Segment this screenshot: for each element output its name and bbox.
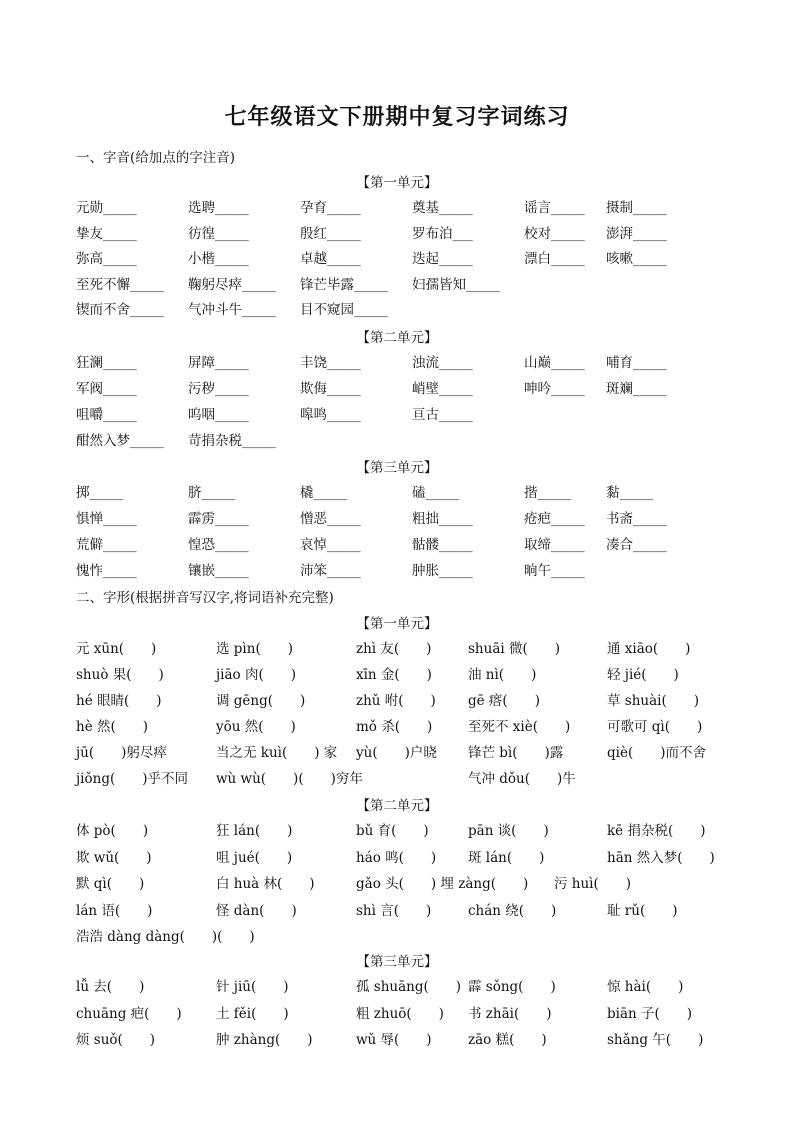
exercise-item[interactable]: 晌午_____ — [524, 563, 585, 579]
pinyin-row — [76, 767, 756, 789]
exercise-item[interactable]: 屏障_____ — [188, 355, 249, 371]
word-row — [76, 429, 756, 451]
word-row — [76, 222, 756, 244]
section-heading-writing: 二、字形(根据拼音写汉字,将词语补充完整) — [76, 590, 334, 606]
exercise-item[interactable]: 嗥鸣_____ — [300, 407, 361, 423]
exercise-item[interactable]: 迭起_____ — [412, 251, 473, 267]
exercise-item[interactable]: 狂澜_____ — [76, 355, 137, 371]
exercise-item[interactable]: 元勋_____ — [76, 200, 137, 216]
exercise-item[interactable]: pān 谈( ) — [468, 823, 549, 839]
exercise-item[interactable]: 凑合_____ — [606, 537, 667, 553]
exercise-item[interactable]: 谣言_____ — [524, 200, 585, 216]
exercise-item[interactable]: 锋芒毕露_____ — [300, 276, 388, 293]
exercise-item[interactable]: 荒僻_____ — [76, 537, 137, 553]
word-row — [76, 403, 756, 425]
exercise-item[interactable]: 书斋_____ — [606, 511, 667, 527]
exercise-item[interactable]: qiè( )而不舍 — [607, 745, 706, 761]
exercise-item[interactable]: 目不窥园_____ — [300, 302, 388, 318]
exercise-item[interactable]: háo 鸣( ) — [356, 849, 437, 866]
unit-label: 【第一单元】 — [356, 175, 438, 191]
exercise-item[interactable]: 脐_____ — [188, 485, 236, 501]
exercise-item[interactable]: 针 jiū( ) — [216, 979, 289, 995]
pinyin-row — [76, 1028, 756, 1050]
exercise-item[interactable]: bǔ 育( ) — [356, 823, 429, 839]
exercise-item[interactable]: 斑斓_____ — [606, 381, 667, 397]
exercise-item[interactable]: 污 huì( ) — [554, 876, 632, 892]
exercise-item[interactable]: 鞠躬尽瘁_____ — [188, 276, 276, 293]
exercise-item[interactable]: 元 xūn( ) — [76, 641, 157, 657]
exercise-item[interactable]: 卓越_____ — [300, 251, 361, 267]
exercise-item[interactable]: hè 然( ) — [76, 719, 149, 735]
exercise-item[interactable]: 咀 jué( ) — [216, 849, 293, 866]
exercise-item[interactable]: 峭壁_____ — [412, 381, 473, 397]
exercise-item[interactable]: 气冲 dǒu( )牛 — [468, 771, 576, 787]
exercise-item[interactable]: 摄制_____ — [606, 200, 667, 216]
exercise-item[interactable]: 欺 wǔ( ) — [76, 849, 152, 866]
pinyin-row — [76, 663, 756, 685]
pinyin-row — [76, 689, 756, 711]
exercise-item[interactable]: 耻 rǔ( ) — [607, 902, 678, 919]
exercise-item[interactable]: 镶嵌_____ — [188, 563, 249, 579]
exercise-item[interactable]: 孕育_____ — [300, 200, 361, 216]
exercise-item[interactable]: 取缔_____ — [524, 537, 585, 553]
exercise-item[interactable]: 选 pìn( ) — [216, 641, 293, 657]
exercise-item[interactable]: 怪 dàn( ) — [216, 902, 297, 919]
exercise-item[interactable]: 霹 sǒng( ) — [468, 979, 556, 995]
exercise-item[interactable]: 孤 shuāng( ) — [356, 979, 462, 995]
exercise-item[interactable]: 粗 zhuō( ) — [356, 1005, 444, 1022]
exercise-item[interactable]: 当之无 kuì( ) 家 — [216, 745, 338, 761]
exercise-item[interactable]: 军阀_____ — [76, 381, 137, 397]
exercise-item[interactable]: 轻 jié( ) — [607, 667, 679, 683]
exercise-item[interactable]: chuāng 疤( ) — [76, 1005, 182, 1022]
exercise-item[interactable]: 憎恶_____ — [300, 511, 361, 527]
pinyin-row — [76, 637, 756, 659]
pinyin-row — [76, 846, 756, 868]
word-row — [76, 351, 756, 373]
pinyin-row — [76, 819, 756, 841]
exercise-item[interactable]: 罗布泊___ — [412, 225, 473, 242]
exercise-item[interactable]: 霹雳_____ — [188, 511, 249, 527]
exercise-item[interactable]: jū( )躬尽瘁 — [76, 745, 167, 761]
exercise-item[interactable]: 污秽_____ — [188, 381, 249, 397]
exercise-item[interactable]: jiǒng( )乎不同 — [76, 771, 189, 787]
word-row — [76, 298, 756, 320]
exercise-item[interactable]: 气冲斗牛_____ — [188, 302, 276, 318]
exercise-item[interactable]: 烦 suǒ( ) — [76, 1032, 156, 1048]
exercise-item[interactable]: zhì 友( ) — [356, 641, 432, 657]
exercise-item[interactable]: 挚友_____ — [76, 225, 137, 242]
exercise-item[interactable]: 默 qì( ) — [76, 876, 145, 892]
exercise-item[interactable]: 小楷_____ — [188, 251, 249, 267]
exercise-item[interactable]: 沛笨_____ — [300, 563, 361, 579]
exercise-item[interactable]: 肿胀_____ — [412, 563, 473, 579]
exercise-item[interactable]: 丰饶_____ — [300, 355, 361, 371]
exercise-item[interactable]: 肿 zhàng( ) — [216, 1032, 313, 1048]
exercise-item[interactable]: 妇孺皆知_____ — [412, 276, 500, 293]
exercise-item[interactable]: 锋芒 bì( )露 — [468, 745, 564, 761]
exercise-item[interactable]: mǒ 杀( ) — [356, 719, 433, 735]
word-row — [76, 377, 756, 399]
pinyin-row — [76, 975, 756, 997]
exercise-item[interactable]: shuò 果( ) — [76, 667, 164, 683]
unit-label: 【第二单元】 — [356, 330, 438, 346]
exercise-item[interactable]: 浊流_____ — [412, 355, 473, 371]
word-row — [76, 481, 756, 503]
exercise-item[interactable]: 苛捐杂税_____ — [188, 433, 276, 449]
exercise-item[interactable]: 锲而不舍_____ — [76, 302, 164, 318]
exercise-item[interactable]: 揩_____ — [524, 485, 572, 501]
exercise-item[interactable]: gē 瘩( ) — [468, 693, 540, 709]
exercise-item[interactable]: 漂白_____ — [524, 251, 585, 267]
exercise-item[interactable]: wǔ 辱( ) — [356, 1032, 432, 1048]
exercise-item[interactable]: 彷徨_____ — [188, 225, 249, 242]
exercise-item[interactable]: 橇_____ — [300, 485, 348, 501]
exercise-item[interactable]: yōu 然( ) — [216, 719, 296, 735]
exercise-item[interactable]: 呻吟_____ — [524, 381, 585, 397]
exercise-item[interactable]: 通 xiāo( ) — [607, 641, 691, 657]
exercise-item[interactable]: 澎湃_____ — [606, 225, 667, 242]
exercise-item[interactable]: 弥高_____ — [76, 251, 137, 267]
exercise-item[interactable]: 粗拙_____ — [412, 511, 473, 527]
exercise-item[interactable]: 骷髅_____ — [412, 537, 473, 553]
exercise-item[interactable]: lǚ 去( ) — [76, 979, 145, 995]
exercise-item[interactable]: shǎng 午( ) — [607, 1032, 704, 1048]
pinyin-row — [76, 872, 756, 894]
unit-label: 【第三单元】 — [356, 460, 438, 476]
exercise-item[interactable]: zhǔ 咐( ) — [356, 693, 436, 709]
exercise-item[interactable]: 白 huà 林( ) — [216, 876, 315, 892]
exercise-item[interactable]: 调 gēng( ) — [216, 693, 306, 709]
page-title: 七年级语文下册期中复习字词练习 — [224, 104, 570, 130]
exercise-item[interactable]: kē 捐杂税( ) — [607, 823, 706, 839]
exercise-item[interactable]: 至死不懈_____ — [76, 276, 164, 293]
exercise-item[interactable]: xīn 金( ) — [356, 667, 432, 683]
exercise-item[interactable]: 欺侮_____ — [300, 381, 361, 397]
exercise-item[interactable]: lán 语( ) — [76, 902, 153, 919]
pinyin-row — [76, 715, 756, 737]
exercise-item[interactable]: 疮疤_____ — [524, 511, 585, 527]
pinyin-row — [76, 925, 756, 947]
exercise-item[interactable]: 土 fěi( ) — [216, 1005, 289, 1022]
exercise-item[interactable]: 酣然入梦_____ — [76, 433, 164, 449]
exercise-item[interactable]: hān 然入梦( ) — [607, 849, 715, 866]
exercise-item[interactable]: 黏_____ — [606, 485, 654, 501]
exercise-item[interactable]: 校对_____ — [524, 225, 585, 242]
exercise-item[interactable]: zāo 糕( ) — [468, 1032, 547, 1048]
word-row — [76, 196, 756, 218]
word-row — [76, 559, 756, 581]
exercise-item[interactable]: 山巅_____ — [524, 355, 585, 371]
exercise-item[interactable]: 浩浩 dàng dàng( )( ) — [76, 929, 255, 945]
exercise-item[interactable]: 愧怍_____ — [76, 563, 137, 579]
exercise-item[interactable]: yù( )户晓 — [356, 745, 437, 761]
word-row — [76, 247, 756, 269]
unit-label: 【第二单元】 — [356, 798, 438, 814]
exercise-item[interactable]: hé 眼睛( ) — [76, 693, 162, 709]
unit-label: 【第一单元】 — [356, 616, 438, 632]
exercise-item[interactable]: 惊 hài( ) — [607, 979, 684, 995]
exercise-item[interactable]: 哀悼_____ — [300, 537, 361, 553]
exercise-item[interactable]: 呜咽_____ — [188, 407, 249, 423]
pinyin-row — [76, 741, 756, 763]
exercise-item[interactable]: 亘古_____ — [412, 407, 473, 423]
word-row — [76, 507, 756, 529]
pinyin-row — [76, 1002, 756, 1024]
exercise-item[interactable]: 草 shuài( ) — [607, 693, 700, 709]
exercise-item[interactable]: 选聘_____ — [188, 200, 249, 216]
section-heading-pronunciation: 一、字音(给加点的字注音) — [76, 150, 236, 166]
exercise-item[interactable]: 惧惮_____ — [76, 511, 137, 527]
exercise-item[interactable]: 狂 lán( ) — [216, 823, 293, 839]
exercise-item[interactable]: 惶恐_____ — [188, 537, 249, 553]
exercise-item[interactable]: 哺育_____ — [606, 355, 667, 371]
exercise-item[interactable]: 奠基_____ — [412, 200, 473, 216]
exercise-item[interactable]: chán 绕( ) — [468, 902, 557, 919]
exercise-item[interactable]: 殷红_____ — [300, 225, 361, 242]
exercise-item[interactable]: 磕_____ — [412, 485, 460, 501]
unit-label: 【第三单元】 — [356, 954, 438, 970]
word-row — [76, 273, 756, 295]
exercise-item[interactable]: 斑 lán( ) — [468, 849, 545, 866]
exercise-item[interactable]: 体 pò( ) — [76, 823, 149, 839]
exercise-item[interactable]: 至死不 xiè( ) — [468, 719, 571, 735]
exercise-item[interactable]: jiāo 肉( ) — [216, 667, 297, 683]
word-row — [76, 533, 756, 555]
exercise-item[interactable]: 咀嚼_____ — [76, 407, 137, 423]
exercise-item[interactable]: 书 zhāi( ) — [468, 1005, 552, 1022]
pinyin-row — [76, 899, 756, 921]
exercise-item[interactable]: 可歌可 qì( ) — [607, 719, 703, 735]
exercise-item[interactable]: 掷_____ — [76, 485, 124, 501]
exercise-item[interactable]: 咳嗽_____ — [606, 251, 667, 267]
exercise-item[interactable]: biān 子( ) — [607, 1005, 693, 1022]
exercise-item[interactable]: 油 nì( ) — [468, 667, 537, 683]
exercise-item[interactable]: shuāi 微( ) — [468, 641, 561, 657]
exercise-item[interactable]: shì 言( ) — [356, 902, 432, 919]
exercise-item[interactable]: wù wù( )( )穷年 — [216, 771, 363, 787]
exercise-item[interactable]: gǎo 头( ) 埋 zàng( ) — [356, 876, 529, 892]
